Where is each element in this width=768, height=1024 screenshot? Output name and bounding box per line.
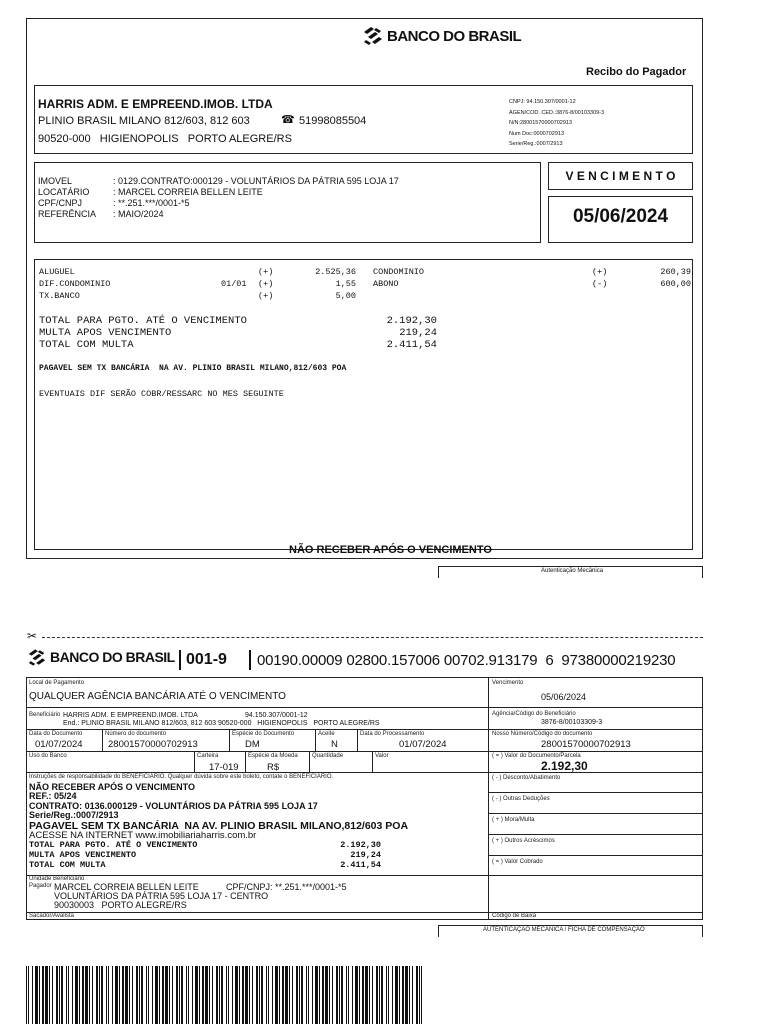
charge-name: ALUGUEL: [39, 267, 75, 277]
detail-row: [38, 187, 399, 198]
doc-value: 2.192,30: [541, 759, 588, 773]
charge-sign: (+): [258, 291, 274, 301]
charge-value: 5,00: [335, 291, 356, 301]
beneficiary-name: HARRIS ADM. E EMPREEND.IMOB. LTDA: [63, 712, 198, 719]
slip-side-line: [488, 813, 703, 814]
detail-label: CPF/CNPJ: [38, 198, 83, 208]
charge-sign: (+): [258, 279, 274, 289]
charge-name: DIF.CONDOMINIO: [39, 279, 111, 289]
instruction-line: CONTRATO: 0136.000129 - VOLUNTÁRIOS DA PÁTRIA 595 LOJA 17: [29, 800, 318, 811]
details-list: [38, 176, 399, 220]
charges-right: [373, 266, 691, 290]
charge-name: TX.BANCO: [39, 291, 80, 301]
slip-auth-right: [702, 925, 703, 937]
receipt-auth-line: [438, 566, 703, 567]
phone-icon: ☎: [281, 114, 295, 126]
totals-list: [39, 315, 437, 351]
charge-value: 260,39: [660, 267, 691, 277]
total-row: [39, 327, 437, 339]
slip-header-sep1: [179, 650, 181, 670]
charge-value: 1,55: [335, 279, 356, 289]
total-label: TOTAL COM MULTA: [39, 339, 134, 351]
total-label: TOTAL PARA PGTO. ATÉ O VENCIMENTO: [39, 315, 247, 327]
charge-sign: (+): [258, 267, 274, 277]
company-info-list: [509, 97, 604, 150]
detail-row: [38, 209, 399, 220]
instruction-line: REF.: 05/24: [29, 791, 77, 802]
slip-cell-sep: [245, 751, 246, 772]
info-nn: N/N:28001570000702913: [509, 120, 573, 126]
detail-row: [38, 176, 399, 187]
barcode-code-label: Código de Baixa: [492, 913, 537, 919]
charge-name: ABONO: [373, 279, 399, 289]
instruction-web: ACESSE NA INTERNET www.imobiliariaharris.com.br: [29, 830, 257, 841]
slip-cell-sep: [315, 729, 316, 751]
doc-date: 01/07/2024: [35, 739, 83, 750]
wallet: 17-019: [209, 762, 239, 773]
slip-side-line: [488, 875, 703, 876]
bank-logo-icon: [27, 648, 47, 667]
company-address: PLINIO BRASIL MILANO 812/603, 812 603: [38, 115, 250, 127]
side-field-discount: ( - ) Desconto/Abatimento: [492, 775, 561, 781]
side-field-fine: ( + ) Mora/Multa: [492, 817, 535, 823]
slip-cell-sep: [309, 751, 310, 772]
charge-row: [373, 278, 691, 290]
value-label: Valor: [375, 753, 389, 759]
info-doc: Num Doc:0000702913: [509, 130, 565, 137]
species-label: Espécie do Documento: [232, 731, 295, 737]
total-value: 219,24: [399, 327, 437, 339]
detail-row: [38, 198, 399, 209]
qty-label: Quantidade: [312, 753, 344, 759]
side-field-charged: ( = ) Valor Cobrado: [492, 859, 543, 865]
charge-row: [373, 266, 691, 278]
species: DM: [245, 739, 260, 750]
charge-value: 2.525,36: [315, 267, 356, 277]
company-city: 90520-000 HIGIENOPOLIS PORTO ALEGRE/RS: [38, 133, 292, 145]
doc-value-label: ( = ) Valor do Documento/Parcela: [492, 753, 581, 759]
accept-label: Aceite: [318, 731, 335, 737]
diff-note: EVENTUAIS DIF SERÃO COBR/RESSARC NO MES SEGUINTE: [39, 389, 284, 399]
total-value: 2.411,54: [386, 339, 437, 351]
charge-row: [39, 290, 359, 302]
slip-row-line: [26, 751, 703, 752]
cut-line: [42, 637, 703, 638]
slip-row-line: [26, 707, 703, 708]
slip-side-line: [488, 792, 703, 793]
slip-auth-line: [438, 925, 703, 926]
wallet-label: Carteira: [197, 753, 219, 759]
instruction-line: NÃO RECEBER APÓS O VENCIMENTO: [29, 782, 196, 792]
due-label: V E N C I M E N T O: [565, 169, 676, 183]
agency-label: Agência/Código do Beneficiário: [492, 711, 576, 717]
bank-code: 001-9: [186, 651, 227, 668]
local-label: Local de Pagamento: [29, 680, 85, 686]
accept: N: [331, 739, 338, 750]
instr-total-value: 219,24: [350, 850, 381, 860]
total-row: [39, 339, 437, 351]
company-name: HARRIS ADM. E EMPREEND.IMOB. LTDA: [38, 97, 273, 111]
charge-sign: (-): [592, 279, 608, 289]
currency: R$: [267, 762, 280, 773]
guarantor-label: Sacador/Avalista: [29, 913, 74, 919]
instruction-line: Serie/Reg.:0007/2913: [29, 810, 119, 821]
detail-value: : MARCEL CORREIA BELLEN LEITE: [113, 187, 263, 197]
company-phone: 51998085504: [299, 115, 367, 127]
beneficiary-address: End.: PLINIO BRASIL MILANO 812/603, 812 603 90520-000 HIGIENOPOLIS PORTO ALEGRE/RS: [63, 720, 380, 727]
due-date: 05/06/2024: [572, 206, 669, 227]
slip-cell-sep: [194, 751, 195, 772]
instr-total-row: [29, 850, 381, 860]
side-field-deductions: ( - ) Outras Deduções: [492, 796, 550, 802]
slip-row-line: [26, 912, 703, 913]
slip-side-line: [488, 834, 703, 835]
charge-sign: (+): [592, 267, 608, 277]
slip-bank-name: BANCO DO BRASIL: [50, 649, 175, 665]
slip-due-date: 05/06/2024: [541, 692, 587, 702]
info-serie: Serie/Reg.:0007/2913: [509, 141, 563, 147]
instr-total-row: [29, 860, 381, 870]
detail-value: : **.251.***/0001-*5: [113, 198, 190, 208]
doc-num: 28001570000702913: [108, 739, 198, 750]
total-row: [39, 315, 437, 327]
proc-date-label: Data do Processamento: [360, 731, 425, 737]
slip-row-line: [26, 875, 488, 876]
charges-box: [34, 259, 693, 550]
charge-parc: 01/01: [221, 279, 247, 289]
slip-cell-sep: [357, 729, 358, 751]
doc-num-label: Número do documento: [105, 731, 167, 737]
total-value: 2.192,30: [386, 315, 437, 327]
info-agency: AGEN/COD. CED.:3876-8/00103309-3: [509, 109, 605, 116]
detail-label: REFERÊNCIA: [38, 209, 97, 219]
payer-doc: CPF/CNPJ: **.251.***/0001-*5: [226, 882, 347, 892]
proc-date: 01/07/2024: [399, 739, 447, 750]
instr-totals: [29, 840, 381, 870]
instr-total-value: 2.192,30: [340, 840, 381, 850]
beneficiary-label: Beneficiário: [29, 712, 61, 718]
our-num-label: Nosso Número/Código do documento: [492, 731, 593, 737]
detail-value: : 0129.CONTRATO:000129 - VOLUNTÁRIOS DA PÁTRIA 595 LOJA 17: [113, 176, 399, 186]
receipt-warning: NÃO RECEBER APÓS O VENCIMENTO: [289, 544, 492, 556]
unit-label: Unidade Beneficiário: [29, 876, 85, 882]
slip-auth-left: [438, 925, 439, 937]
barcode: [26, 966, 422, 1024]
our-num: 28001570000702913: [541, 739, 631, 750]
digitable-line: 00190.00009 02800.157006 00702.913179 6 97380000219230: [257, 652, 676, 669]
bank-name: BANCO DO BRASIL: [387, 27, 522, 45]
slip-row-line: [26, 772, 703, 773]
slip-bank-logo: [27, 646, 175, 668]
payer-label: Pagador: [29, 883, 52, 889]
slip-header-sep2: [249, 650, 251, 670]
payer-address: VOLUNTÁRIOS DA PÁTRIA 595 LOJA 17 - CENTRO: [54, 891, 269, 901]
slip-cell-sep: [229, 729, 230, 751]
receipt-auth-label: Autenticação Mecânica: [541, 568, 604, 574]
receipt-auth-left: [438, 566, 439, 578]
side-field-additions: ( + ) Outros Acréscimos: [492, 838, 555, 844]
slip-cell-sep: [372, 751, 373, 772]
slip-cell-sep: [102, 729, 103, 751]
doc-date-label: Data do Documento: [29, 731, 83, 737]
instructions-block: [29, 783, 318, 821]
total-label: MULTA APOS VENCIMENTO: [39, 327, 172, 339]
info-cnpj: CNPJ: 94.150.307/0001-12: [509, 99, 576, 105]
agency-value: 3876-8/00103309-3: [541, 719, 603, 726]
beneficiary-cnpj: 94.150.307/0001-12: [245, 712, 308, 719]
slip-row-line: [26, 729, 703, 730]
slip-side-line: [488, 855, 703, 856]
instr-total-value: 2.411,54: [340, 860, 381, 870]
bank-logo: [362, 25, 521, 47]
instr-total-label: MULTA APOS VENCIMENTO: [29, 850, 137, 860]
instr-total-row: [29, 840, 381, 850]
due-label: Vencimento: [492, 680, 524, 686]
slip-auth-label: AUTENTICAÇÃO MECÂNICA / FICHA DE COMPENSAÇÃO: [483, 927, 645, 933]
local-value: QUALQUER AGÊNCIA BANCÁRIA ATÉ O VENCIMENTO: [29, 691, 286, 702]
charge-name: CONDOMINIO: [373, 267, 425, 277]
bank-use-label: Uso do Banco: [29, 753, 67, 759]
instr-total-label: TOTAL PARA PGTO. ATÉ O VENCIMENTO: [29, 840, 198, 850]
charge-value: 600,00: [660, 279, 691, 289]
instruction-pay: PAGAVEL SEM TX BANCÁRIA NA AV. PLINIO BRASIL MILANO,812/603 POA: [29, 820, 409, 832]
detail-label: IMOVEL: [38, 176, 73, 186]
payer-name: MARCEL CORREIA BELLEN LEITE: [54, 882, 199, 892]
receipt-auth-right: [702, 566, 703, 578]
charge-row: [39, 278, 359, 290]
slip-col-sep: [488, 677, 489, 920]
receipt-title: Recibo do Pagador: [586, 66, 687, 78]
detail-label: LOCATÁRIO: [38, 187, 90, 197]
payer-city: 90030003 PORTO ALEGRE/RS: [54, 900, 187, 910]
detail-value: : MAIO/2024: [113, 209, 164, 219]
charges-left: [39, 266, 359, 302]
instructions-label: Instruções de responsabilidade do BENEFICIÁRIO. Qualquer dúvida sobre este boleto, contate o BENEFICIÁRIO.: [29, 774, 334, 780]
scissors-icon: ✂: [27, 629, 38, 643]
instr-total-label: TOTAL COM MULTA: [29, 860, 106, 870]
charge-row: [39, 266, 359, 278]
bank-logo-icon: [362, 26, 384, 46]
pay-note: PAGAVEL SEM TX BANCÁRIA NA AV. PLINIO BRASIL MILANO,812/603 POA: [39, 364, 347, 373]
currency-label: Espécie da Moeda: [248, 753, 298, 759]
